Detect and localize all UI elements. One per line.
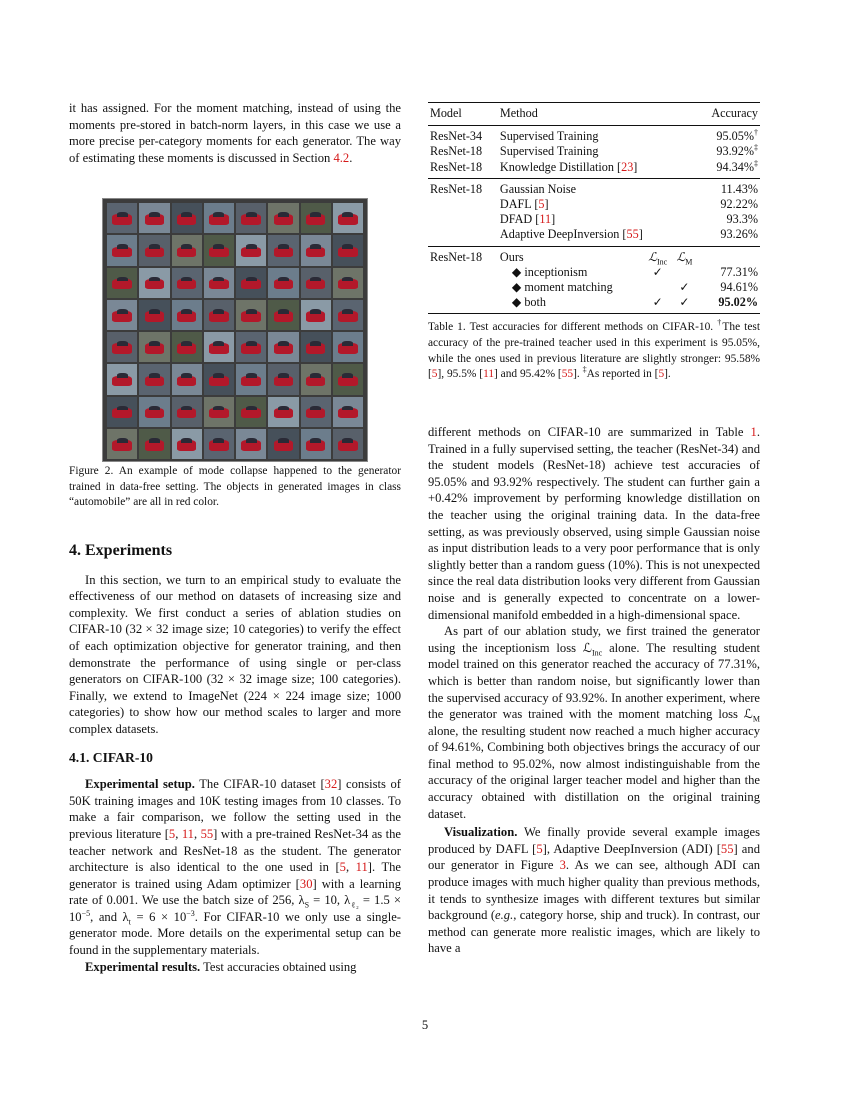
generated-image-thumbnail: [301, 235, 331, 265]
table-row: DAFL [5] 92.22%: [499, 197, 758, 212]
generated-image-thumbnail: [268, 429, 298, 459]
generated-image-thumbnail: [301, 429, 331, 459]
generated-image-thumbnail: [236, 203, 266, 233]
generated-image-thumbnail: [204, 268, 234, 298]
generated-image-thumbnail: [333, 235, 363, 265]
table-row: Adaptive DeepInversion [55] 93.26%: [499, 227, 758, 242]
generated-image-thumbnail: [301, 364, 331, 394]
generated-image-thumbnail: [139, 235, 169, 265]
citation-link[interactable]: 11: [355, 860, 368, 875]
generated-image-thumbnail: [236, 300, 266, 330]
generated-image-thumbnail: [333, 332, 363, 362]
figure-mode-collapse: [102, 198, 368, 462]
header-model: Model: [428, 103, 498, 126]
generated-image-thumbnail: [172, 397, 202, 427]
generated-image-thumbnail: [204, 429, 234, 459]
generated-image-thumbnail: [333, 364, 363, 394]
generated-image-thumbnail: [333, 429, 363, 459]
figure-image-grid: [107, 203, 363, 459]
generated-image-thumbnail: [107, 364, 137, 394]
generated-image-thumbnail: [333, 268, 363, 298]
table-row: ResNet-18 Ours ℒ$_{Inc}$ ℒ$_M$: [428, 246, 760, 265]
citation-link[interactable]: 11: [181, 826, 194, 841]
generated-image-thumbnail: [107, 332, 137, 362]
results-paragraph: Experimental results. Test accuracies obtained using: [85, 959, 357, 974]
generated-image-thumbnail: [139, 429, 169, 459]
table-row: ◆ moment matching ✓ 94.61%: [511, 280, 758, 295]
citation-link[interactable]: 55: [561, 368, 574, 381]
generated-image-thumbnail: [139, 300, 169, 330]
generated-image-thumbnail: [107, 300, 137, 330]
section-paragraph: In this section, we turn to an empirical study to evaluate the effectiveness of our method on datasets of increasing size and complexity. We first conduct a series of ablation studies on CIFAR-10 (32 × 32 image size; 10 categories) to verify the effect of each optimization objective for generator training, and then demonstrate the performance of using single or per-class generators on CIFAR-100 (32 × 32 image size; 100 categories). Finally, we extend to ImageNet (224 × 224 image size; 1000 categories) to show how our method scales to larger and more complex datasets.: [69, 572, 401, 736]
generated-image-thumbnail: [139, 364, 169, 394]
generated-image-thumbnail: [236, 235, 266, 265]
generated-image-thumbnail: [172, 235, 202, 265]
generated-image-thumbnail: [172, 268, 202, 298]
citation-link[interactable]: 5: [168, 826, 176, 841]
generated-image-thumbnail: [107, 235, 137, 265]
generated-image-thumbnail: [333, 203, 363, 233]
generated-image-thumbnail: [107, 397, 137, 427]
generated-image-thumbnail: [236, 364, 266, 394]
table-row: ResNet-18 Gaussian Noise 11.43%: [428, 178, 760, 197]
generated-image-thumbnail: [333, 397, 363, 427]
header-method: Method: [498, 103, 697, 126]
generated-image-thumbnail: [204, 364, 234, 394]
citation-link[interactable]: 30: [299, 876, 313, 891]
section-heading: 4. Experiments: [69, 542, 173, 559]
generated-image-thumbnail: [301, 268, 331, 298]
left-column: [69, 100, 401, 166]
generated-image-thumbnail: [301, 332, 331, 362]
citation-link[interactable]: 11: [539, 212, 552, 227]
generated-image-thumbnail: [172, 300, 202, 330]
visualization-paragraph: Visualization. We finally provide several example images produced by DAFL [5], Adaptive DeepInversion (ADI) [55] and our generator in Figure 3. As we can see, although ADI can produce images with much higher quality than previous methods, it tends to synthesize images with different textures but similar background (e.g., category horse, ship and truck). In contrast, our method can generate more realistic images, which are likely to have a: [428, 825, 760, 956]
generated-image-thumbnail: [268, 332, 298, 362]
generated-image-thumbnail: [139, 397, 169, 427]
generated-image-thumbnail: [236, 397, 266, 427]
table-link[interactable]: 1: [750, 425, 757, 439]
citation-link[interactable]: 55: [720, 841, 734, 856]
table-row: DFAD [11] 93.3%: [499, 212, 758, 227]
table-row: ResNet-18 Knowledge Distillation [23] 94.34%‡: [430, 158, 758, 174]
generated-image-thumbnail: [236, 332, 266, 362]
generated-image-thumbnail: [301, 397, 331, 427]
citation-link[interactable]: 55: [626, 227, 639, 242]
experiments-section: [69, 543, 401, 975]
generated-image-thumbnail: [139, 332, 169, 362]
citation-link[interactable]: 32: [324, 777, 338, 792]
setup-paragraph: Experimental setup. The CIFAR-10 dataset [32] consists of 50K training images and 10K testing images from 10 classes. To make a fair comparison, we follow the setting used in the previous literature [5, 11, 55] with a pre-trained ResNet-34 as the teacher network and ResNet-18 as the student. The generator architecture is also identical to the one used in [5, 11]. The generator is trained using Adam optimizer [30] with a learning rate of 0.001. We use the batch size of 256, $\lambda_S = 10$, $\lambda_{\ell_2} = 1.5 \times 10^{-5}$, and $\lambda_t = 6 \times 10^{-3}$. For CIFAR-10 we only use a single-generator mode. More details on the experimental setup can be found in the supplementary materials.: [69, 777, 402, 958]
generated-image-thumbnail: [268, 300, 298, 330]
generated-image-thumbnail: [268, 364, 298, 394]
citation-link[interactable]: 5: [538, 197, 545, 212]
ablation-paragraph: As part of our ablation study, we first trained the generator using the inceptionism loss ℒ$_{Inc}$ alone. The resulting student model trained on this generator reached the accuracy of 77.31%, which is better than random noise, but significantly lower than the supervised accuracy of 93.92%. In another experiment, where the generator was trained with the moment matching loss ℒ$_M$ alone, the resulting student now reached a much higher accuracy of 94.61%, Combining both objectives brings the accuracy of our final method to 95.02%, now almost indistinguishable from the accuracy of the original larger teacher model and higher than the accuracy obtained with distillation on the original training dataset.: [428, 624, 760, 821]
table-row: ◆ both ✓ ✓ 95.02%: [428, 295, 760, 314]
generated-image-thumbnail: [268, 397, 298, 427]
generated-image-thumbnail: [204, 332, 234, 362]
generated-image-thumbnail: [139, 203, 169, 233]
generated-image-thumbnail: [172, 332, 202, 362]
citation-link[interactable]: 11: [483, 368, 495, 381]
citation-link[interactable]: 5: [339, 860, 346, 875]
generated-image-thumbnail: [268, 235, 298, 265]
results-table: [428, 102, 760, 314]
generated-image-thumbnail: [204, 203, 234, 233]
generated-image-thumbnail: [268, 203, 298, 233]
generated-image-thumbnail: [204, 300, 234, 330]
citation-link[interactable]: 55: [200, 826, 214, 841]
right-body-text: [428, 424, 760, 957]
generated-image-thumbnail: [236, 268, 266, 298]
table-header-row: [428, 103, 760, 126]
generated-image-thumbnail: [333, 300, 363, 330]
generated-image-thumbnail: [268, 268, 298, 298]
generated-image-thumbnail: [107, 203, 137, 233]
page-number: 5: [421, 1018, 429, 1032]
citation-link[interactable]: 5: [536, 841, 543, 856]
header-accuracy: Accuracy: [697, 103, 760, 126]
generated-image-thumbnail: [301, 203, 331, 233]
table-caption: Table 1. Test accuracies for different methods on CIFAR-10. †The test accuracy of the pre-trained teacher used in this experiment is 95.05%, while the ones used in previous literature are slightly stronger: 95.58% [5], 95.5% [11] and 95.42% [55]. ‡As reported in [5].: [428, 318, 761, 381]
table-row: ResNet-18 Supervised Training 93.92%‡: [430, 143, 758, 159]
citation-link[interactable]: 5: [658, 368, 665, 381]
generated-image-thumbnail: [172, 364, 202, 394]
citation-link[interactable]: 23: [621, 159, 634, 174]
table-row: ResNet-34 Supervised Training 95.05%†: [428, 126, 760, 145]
subsection-heading: 4.1. CIFAR-10: [69, 749, 153, 765]
results-summary-paragraph: different methods on CIFAR-10 are summarized in Table 1. Trained in a fully supervised setting, the teacher (ResNet-34) and the student models (ResNet-18) achieve test accuracies of 95.05% and 93.92% respectively. The student can further gain a +0.42% improvement by performing knowledge distillation on the teacher using the original training data. In the data-free setting, as was previously observed, using simple Gaussian noise as input distribution leads to a very poor performance that is only slightly better than a random guess (10%). This is not unexpected since the real data distribution looks very different from Gaussian noise and is generally expected to concentrate on a lower-dimensional manifold embedded in a high-dimensional space.: [428, 425, 760, 622]
generated-image-thumbnail: [204, 397, 234, 427]
generated-image-thumbnail: [107, 268, 137, 298]
results-table-block: [428, 102, 760, 383]
figure-link[interactable]: 3: [559, 858, 566, 873]
generated-image-thumbnail: [172, 203, 202, 233]
citation-link[interactable]: 5: [431, 368, 438, 381]
section-link[interactable]: 4.2: [333, 150, 350, 165]
generated-image-thumbnail: [107, 429, 137, 459]
generated-image-thumbnail: [204, 235, 234, 265]
figure-caption: Figure 2. An example of mode collapse happened to the generator trained in data-free setting. The objects in generated images in class “automobile” are all in red color.: [69, 465, 401, 509]
generated-image-thumbnail: [172, 429, 202, 459]
generated-image-thumbnail: [301, 300, 331, 330]
intro-paragraph: it has assigned. For the moment matching, instead of using the moments pre-stored in batch-norm layers, in this case we use a more precise per-category moments for each generator. The way of estimating these moments is discussed in Section 4.2.: [69, 101, 401, 165]
generated-image-thumbnail: [236, 429, 266, 459]
generated-image-thumbnail: [139, 268, 169, 298]
table-row: ◆ inceptionism ✓ 77.31%: [511, 264, 758, 279]
